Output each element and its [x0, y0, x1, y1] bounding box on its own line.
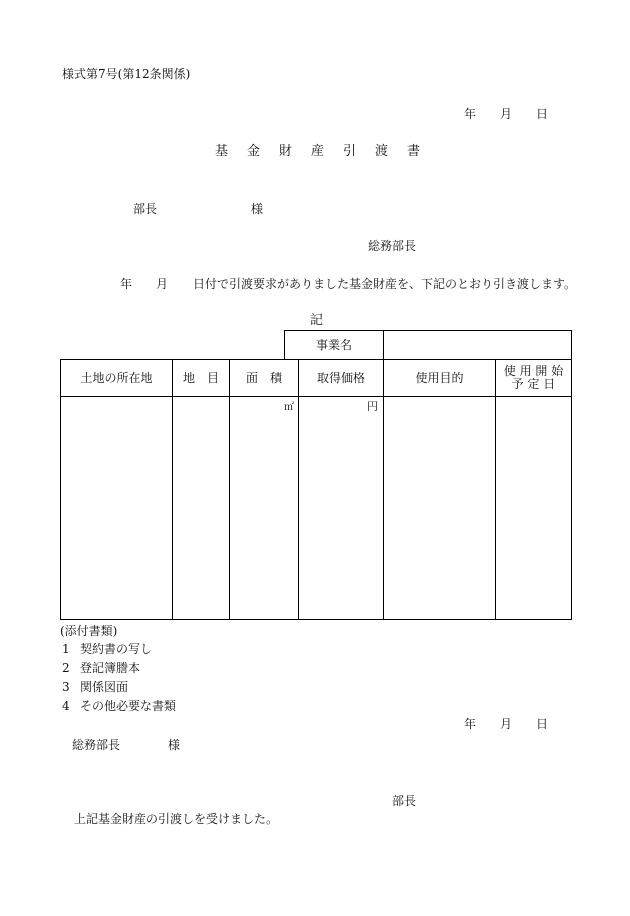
header-purpose: 使用目的 [415, 370, 464, 385]
cell-area[interactable] [230, 397, 298, 619]
addressee-honorific: 様 [251, 202, 264, 216]
attachment-num: 1 [62, 642, 70, 656]
cell-purpose[interactable] [384, 397, 495, 619]
date-month-bottom: 月 [500, 717, 513, 731]
receipt-dept: 部長 [392, 794, 417, 808]
date-month-top: 月 [500, 107, 513, 121]
document-title: 基 金 財 産 引 渡 書 [215, 144, 424, 159]
cell-start-date[interactable] [496, 397, 571, 619]
sender-title: 総務部長 [368, 239, 417, 253]
project-name-label: 事業名 [315, 337, 352, 352]
form-number: 様式第7号(第12条関係) [62, 67, 191, 81]
date-year-top: 年 [464, 107, 477, 121]
date-year-bottom: 年 [464, 717, 477, 731]
attachment-num: 4 [62, 699, 70, 713]
header-location: 土地の所在地 [80, 370, 153, 385]
header-start-date-line2: 予 定 日 [511, 377, 556, 391]
attachment-text: 登記簿謄本 [80, 661, 141, 675]
attachment-text: 関係図面 [80, 680, 129, 694]
header-acquisition-price: 取得価格 [316, 370, 365, 385]
header-area: 面 積 [245, 370, 282, 385]
attachment-num: 3 [62, 680, 70, 694]
header-start-date-line1: 使 用 開 始 [503, 364, 564, 378]
body-month: 月 [156, 277, 169, 291]
attachment-text: 契約書の写し [80, 642, 153, 656]
date-day-bottom: 日 [536, 717, 549, 731]
record-mark: 記 [310, 313, 324, 328]
attachments-heading: (添付書類) [60, 624, 118, 638]
body-year: 年 [120, 277, 133, 291]
header-land-category: 地 目 [182, 370, 219, 385]
project-name-value[interactable] [384, 331, 571, 359]
addressee-dept: 部長 [133, 202, 158, 216]
area-unit: ㎡ [284, 402, 294, 413]
receipt-honorific: 様 [168, 738, 181, 752]
attachment-num: 2 [62, 661, 70, 675]
cell-land-category[interactable] [173, 397, 229, 619]
receipt-addressee: 総務部長 [72, 738, 121, 752]
price-unit: 円 [367, 400, 378, 413]
receipt-statement: 上記基金財産の引渡しを受けました。 [74, 812, 279, 826]
table-line [571, 330, 572, 359]
date-day-top: 日 [536, 107, 549, 121]
body-text: 日付で引渡要求がありました基金財産を、下記のとおり引き渡します。 [193, 277, 577, 291]
header-start-date [496, 360, 571, 396]
cell-acquisition-price[interactable] [299, 397, 383, 619]
cell-location[interactable] [61, 397, 172, 619]
table-line [571, 359, 572, 620]
attachment-text: その他必要な書類 [80, 699, 177, 713]
